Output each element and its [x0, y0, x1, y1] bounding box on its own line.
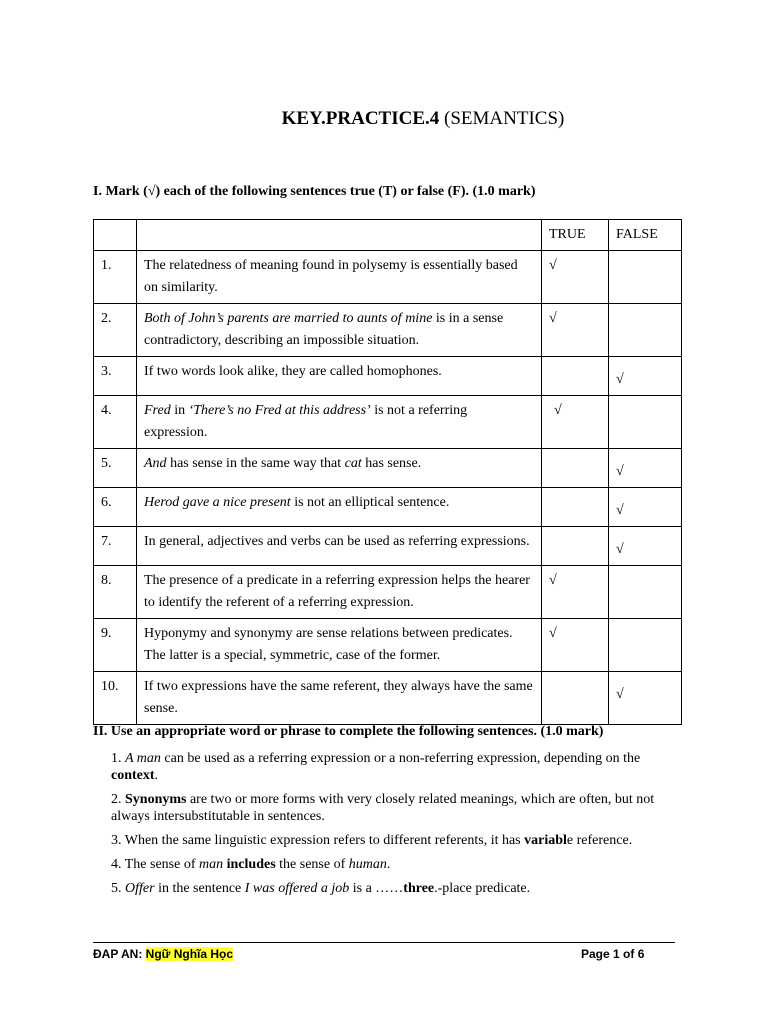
- text-segment: context: [111, 768, 155, 783]
- table-row: [94, 619, 682, 672]
- page-word: Page: [581, 947, 614, 961]
- row-statement: [137, 488, 542, 527]
- text-segment: If two expressions have the same referent, they always have the same sense.: [144, 679, 533, 716]
- table-row: [94, 566, 682, 619]
- of-word: of: [619, 947, 638, 961]
- table-row: [94, 304, 682, 357]
- row-false-mark: [609, 619, 682, 672]
- text-segment: is not an elliptical sentence.: [290, 495, 450, 510]
- text-segment: 3. When the same linguistic expression refers to different referents, it has: [111, 833, 525, 848]
- row-true-mark: [542, 357, 609, 396]
- text-segment: Synonyms: [125, 792, 187, 807]
- list-item: [111, 791, 681, 825]
- text-segment: .: [154, 768, 159, 783]
- text-segment: The relatedness of meaning found in polysemy is essentially based on similarity.: [144, 258, 518, 295]
- row-statement: [137, 251, 542, 304]
- row-statement: [137, 619, 542, 672]
- text-segment: Hyponymy and synonymy are sense relations between predicates. The latter is a special, symmetric, case of the former.: [144, 626, 513, 663]
- text-segment: I was offered a job: [244, 881, 350, 896]
- row-number: 3.: [94, 357, 137, 396]
- text-segment: e reference.: [566, 833, 633, 848]
- list-item: [111, 832, 681, 849]
- text-segment: in: [170, 403, 189, 418]
- text-segment: cat: [344, 456, 362, 471]
- page-total: 6: [637, 947, 645, 961]
- row-number: 7.: [94, 527, 137, 566]
- text-segment: the sense of: [275, 857, 349, 872]
- text-segment: 1.: [111, 751, 125, 766]
- row-true-mark: [542, 449, 609, 488]
- row-number: 1.: [94, 251, 137, 304]
- header-true-cell: TRUE: [542, 220, 609, 251]
- text-segment: three: [403, 881, 435, 896]
- row-false-mark: √: [609, 357, 682, 396]
- text-segment: .-place predicate.: [434, 881, 531, 896]
- row-statement: [137, 672, 542, 725]
- table-row: [94, 396, 682, 449]
- footer-highlight: Ngữ Nghĩa Học: [145, 947, 234, 961]
- row-statement: [137, 396, 542, 449]
- text-segment: .: [386, 857, 391, 872]
- table-row: [94, 251, 682, 304]
- row-false-mark: [609, 396, 682, 449]
- row-false-mark: [609, 304, 682, 357]
- row-true-mark: √: [542, 304, 609, 357]
- text-segment: Both of John’s parents are married to aunts of mine: [144, 311, 433, 326]
- row-true-mark: √: [542, 619, 609, 672]
- text-segment: has sense in the same way that: [166, 456, 345, 471]
- text-segment: 4. The sense of: [111, 857, 199, 872]
- table-header-row: [94, 220, 682, 251]
- text-segment: is not a referring expression.: [144, 403, 468, 440]
- text-segment: human: [348, 857, 387, 872]
- row-false-mark: √: [609, 527, 682, 566]
- text-segment: has sense.: [361, 456, 422, 471]
- section2-heading: II. Use an appropriate word or phrase to complete the following sentences. (1.0 mark): [93, 724, 604, 739]
- text-segment: ‘There’s no Fred at this address’: [188, 403, 371, 418]
- completion-list: [111, 750, 681, 904]
- text-segment: If two words look alike, they are called homophones.: [144, 364, 442, 379]
- row-statement: [137, 304, 542, 357]
- text-segment: Herod gave a nice present: [144, 495, 291, 510]
- text-segment: in the sentence: [154, 881, 245, 896]
- table-row: [94, 672, 682, 725]
- row-true-mark: [542, 672, 609, 725]
- row-number: 2.: [94, 304, 137, 357]
- footer-label: [93, 947, 233, 961]
- row-false-mark: √: [609, 672, 682, 725]
- row-number: 5.: [94, 449, 137, 488]
- row-true-mark: √: [542, 396, 609, 449]
- page-title: [0, 108, 768, 130]
- text-segment: And: [144, 456, 167, 471]
- text-segment: variabl: [524, 833, 567, 848]
- row-number: 8.: [94, 566, 137, 619]
- row-statement: [137, 566, 542, 619]
- row-number: 4.: [94, 396, 137, 449]
- true-false-table: [93, 219, 682, 725]
- header-num-cell: [94, 220, 137, 251]
- row-true-mark: [542, 488, 609, 527]
- row-statement: [137, 357, 542, 396]
- row-true-mark: √: [542, 566, 609, 619]
- table-row: [94, 357, 682, 396]
- page-current: 1: [613, 947, 620, 961]
- text-segment: man: [199, 857, 224, 872]
- text-segment: A man: [125, 751, 161, 766]
- text-segment: includes: [226, 857, 276, 872]
- page-number: [581, 947, 644, 961]
- text-segment: is a ……: [349, 881, 404, 896]
- text-segment: Offer: [125, 881, 155, 896]
- text-segment: The presence of a predicate in a referring expression helps the hearer to identify the referent of a referring expression.: [144, 573, 530, 610]
- list-item: [111, 880, 681, 897]
- table-row: [94, 488, 682, 527]
- text-segment: is in a sense contradictory, describing an impossible situation.: [144, 311, 504, 348]
- header-false-cell: FALSE: [609, 220, 682, 251]
- list-item: [111, 750, 681, 784]
- row-true-mark: [542, 527, 609, 566]
- footer-label-text: ĐAP AN:: [93, 947, 146, 961]
- table-row: [94, 527, 682, 566]
- row-statement: [137, 527, 542, 566]
- table-row: [94, 449, 682, 488]
- title-bold: KEY.PRACTICE.4: [281, 108, 440, 129]
- row-false-mark: √: [609, 449, 682, 488]
- text-segment: can be used as a referring expression or a non-referring expression, depending on the: [160, 751, 641, 766]
- row-true-mark: √: [542, 251, 609, 304]
- text-segment: are two or more forms with very closely related meanings, which are often, but not always intersubstitutable in sentences.: [111, 792, 655, 824]
- text-segment: Fred: [144, 403, 171, 418]
- text-segment: 5.: [111, 881, 125, 896]
- row-number: 6.: [94, 488, 137, 527]
- section1-heading: I. Mark (√) each of the following sentences true (T) or false (F). (1.0 mark): [93, 184, 536, 199]
- row-statement: [137, 449, 542, 488]
- title-rest: (SEMANTICS): [439, 108, 565, 129]
- header-statement-cell: [137, 220, 542, 251]
- footer-divider: [93, 942, 675, 943]
- text-segment: 2.: [111, 792, 125, 807]
- row-false-mark: [609, 251, 682, 304]
- list-item: [111, 856, 681, 873]
- text-segment: In general, adjectives and verbs can be used as referring expressions.: [144, 534, 530, 549]
- row-false-mark: √: [609, 488, 682, 527]
- row-false-mark: [609, 566, 682, 619]
- row-number: 10.: [94, 672, 137, 725]
- row-number: 9.: [94, 619, 137, 672]
